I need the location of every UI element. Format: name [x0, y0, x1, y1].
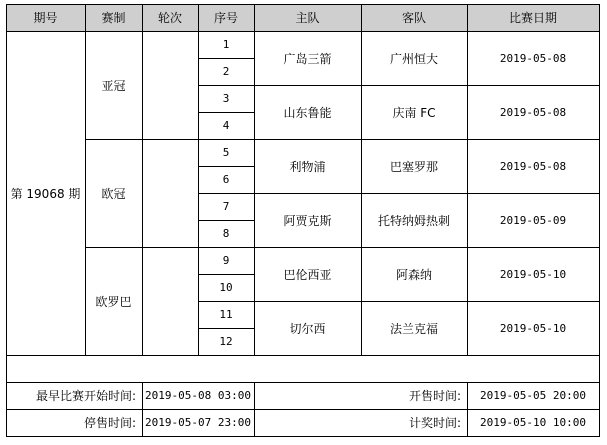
- header-date: 比赛日期: [508, 11, 557, 25]
- header-home: 主队: [295, 11, 320, 25]
- award-value: 2019-05-10 10:00: [480, 416, 586, 429]
- match-no: 6: [222, 173, 230, 186]
- home-team: 切尔西: [289, 321, 326, 336]
- match-no: 1: [222, 38, 230, 51]
- sale-stop-label: 停售时间:: [83, 416, 136, 430]
- grid-line: [198, 85, 600, 86]
- grid-line: [85, 247, 600, 248]
- grid-line: [198, 328, 255, 329]
- match-no: 12: [219, 335, 233, 348]
- round-cell: [142, 31, 198, 139]
- grid-line: [85, 4, 86, 356]
- earliest-value: 2019-05-08 03:00: [145, 389, 251, 402]
- away-team: 阿森纳: [395, 267, 432, 282]
- match-no: 7: [222, 200, 230, 213]
- match-no: 9: [222, 254, 230, 267]
- grid-line: [198, 58, 255, 59]
- grid-line: [198, 301, 600, 302]
- earliest-label: 最早比赛开始时间:: [35, 389, 136, 403]
- format-cell: 欧罗巴: [95, 294, 132, 309]
- away-team: 庆南 FC: [392, 105, 436, 120]
- grid-line: [6, 436, 600, 437]
- grid-line: [198, 4, 199, 356]
- away-team: 托特纳姆热刺: [377, 213, 450, 228]
- home-team: 利物浦: [289, 159, 326, 174]
- grid-line: [198, 193, 600, 194]
- away-team: 法兰克福: [389, 321, 438, 336]
- grid-line: [6, 31, 600, 32]
- match-date: 2019-05-08: [499, 105, 567, 119]
- header-away: 客队: [401, 11, 426, 25]
- match-no: 2: [222, 65, 230, 78]
- issue-cell: 第 19068 期: [10, 186, 81, 201]
- match-no: 8: [222, 227, 230, 240]
- grid-line: [6, 409, 600, 410]
- round-cell: [142, 139, 198, 247]
- match-no: 11: [219, 308, 233, 321]
- home-team: 广岛三箭: [283, 51, 332, 66]
- grid-line: [6, 4, 600, 5]
- match-date: 2019-05-08: [499, 159, 567, 173]
- home-team: 阿贾克斯: [283, 213, 332, 228]
- grid-line: [198, 274, 255, 275]
- grid-line: [85, 139, 600, 140]
- grid-line: [6, 355, 600, 356]
- grid-line: [254, 4, 255, 356]
- grid-line: [198, 166, 255, 167]
- grid-line: [599, 4, 600, 437]
- grid-line: [6, 4, 7, 437]
- home-team: 巴伦西亚: [283, 267, 332, 282]
- grid-line: [198, 220, 255, 221]
- match-no: 4: [222, 119, 230, 132]
- format-cell: 亚冠: [101, 78, 126, 93]
- grid-line: [361, 4, 362, 356]
- sale-stop-value: 2019-05-07 23:00: [145, 416, 251, 429]
- round-cell: [142, 247, 198, 355]
- match-date: 2019-05-10: [499, 321, 567, 335]
- grid-line: [254, 382, 255, 437]
- sale-open-value: 2019-05-05 20:00: [480, 389, 586, 402]
- grid-line: [467, 4, 468, 356]
- away-team: 广州恒大: [389, 51, 438, 66]
- match-no: 3: [222, 92, 230, 105]
- grid-line: [142, 4, 143, 356]
- grid-line: [6, 382, 600, 383]
- sale-open-label: 开售时间:: [408, 389, 461, 403]
- grid-line: [142, 382, 143, 437]
- match-date: 2019-05-10: [499, 267, 567, 281]
- match-date: 2019-05-09: [499, 213, 567, 227]
- header-round: 轮次: [157, 11, 182, 25]
- match-no: 5: [222, 146, 230, 159]
- award-label: 计奖时间:: [408, 416, 461, 430]
- match-no: 10: [219, 281, 233, 294]
- grid-line: [467, 382, 468, 437]
- match-date: 2019-05-08: [499, 51, 567, 65]
- format-cell: 欧冠: [101, 186, 126, 201]
- away-team: 巴塞罗那: [389, 159, 438, 174]
- header-issue: 期号: [33, 11, 58, 25]
- header-format: 赛制: [101, 11, 126, 25]
- header-no: 序号: [213, 11, 238, 25]
- home-team: 山东鲁能: [283, 105, 332, 120]
- grid-line: [198, 112, 255, 113]
